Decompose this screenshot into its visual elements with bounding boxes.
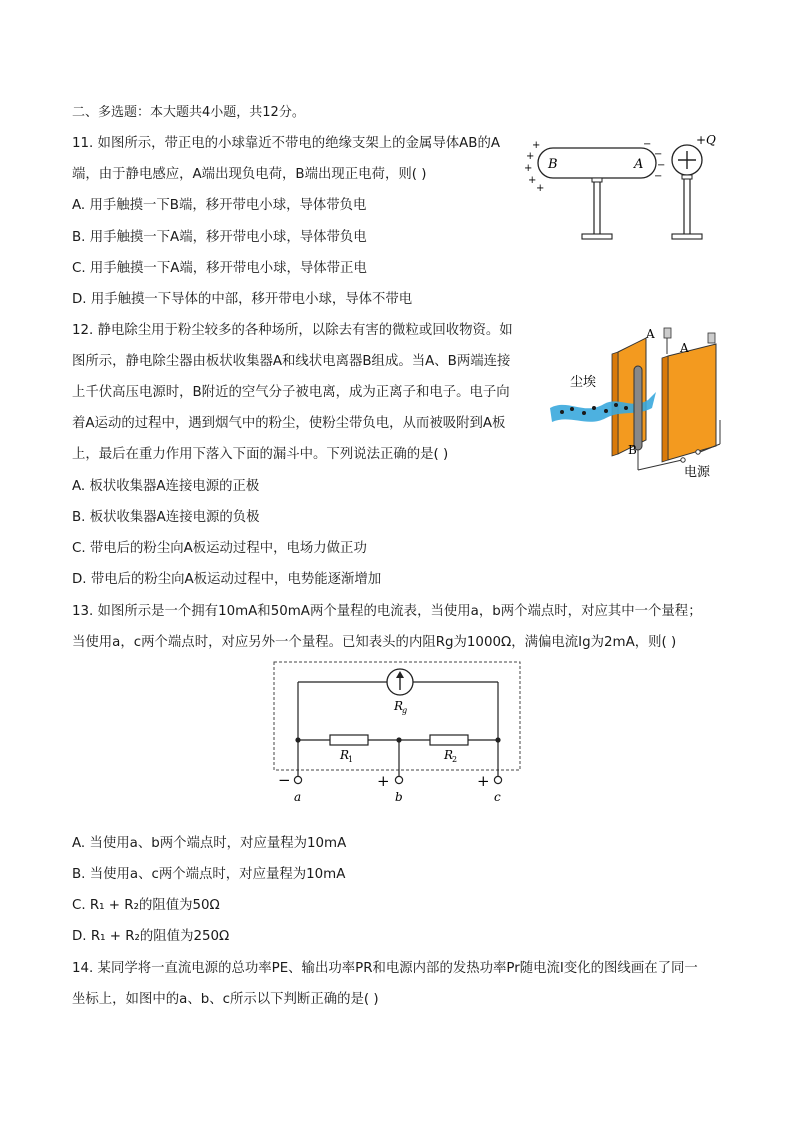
resistor-r1 <box>330 735 368 745</box>
svg-text:+: + <box>532 140 541 151</box>
q12-option-d: D. 带电后的粉尘向A板运动过程中，电势能逐渐增加 <box>72 572 382 587</box>
q13-option-d: D. R₁ + R₂的阻值为250Ω <box>72 929 230 944</box>
svg-text:−: − <box>654 149 663 160</box>
label-a-front: A <box>680 341 689 355</box>
label-a: A <box>634 157 644 172</box>
q13-option-b: B. 当使用a、c两个端点时，对应量程为10mA <box>72 867 346 882</box>
rg-label: R <box>394 699 404 713</box>
label-b: B <box>628 443 637 457</box>
svg-text:g: g <box>402 706 408 715</box>
q11-conductor-figure <box>520 128 720 246</box>
svg-text:+: + <box>477 772 490 790</box>
q12-option-a: A. 板状收集器A连接电源的正极 <box>72 479 260 494</box>
q13-stem-line1: 13. 如图所示是一个拥有10mA和50mA两个量程的电流表，当使用a，b两个端点时，对应其中一个量程； <box>72 604 702 619</box>
q11-option-a: A. 用手触摸一下B端，移开带电小球，导体带负电 <box>72 198 367 213</box>
q12-stem-line3: 上千伏高压电源时，B附近的空气分子被电离，成为正离子和电子。电子向 <box>72 385 510 400</box>
section-title: 二、多选题：本大题共4小题，共12分。 <box>72 105 305 120</box>
q14-stem-line2: 坐标上，如图中的a、b、c所示以下判断正确的是( ) <box>72 992 379 1007</box>
q12-stem-line5: 上，最后在重力作用下落入下面的漏斗中。下列说法正确的是( ) <box>72 447 449 462</box>
q13-stem-line2: 当使用a，c两个端点时，对应另外一个量程。已知表头的内阻Rg为1000Ω，满偏电流Ig为2mA，则( ) <box>72 635 677 650</box>
q11-stem-line2: 端，由于静电感应，A端出现负电荷，B端出现正电荷，则( ) <box>72 167 427 182</box>
svg-text:+: + <box>377 772 390 790</box>
q11-stem-line1: 11. 如图所示，带正电的小球靠近不带电的绝缘支架上的金属导体AB的A <box>72 136 500 151</box>
svg-text:−: − <box>657 160 666 171</box>
q12-precipitator-figure <box>548 320 728 482</box>
q14-stem-line1: 14. 某同学将一直流电源的总功率PE、输出功率PR和电源内部的发热功率Pr随电流I变化的图线画在了同一 <box>72 961 698 976</box>
q12-stem-line4: 着A运动的过程中，遇到烟气中的粉尘，使粉尘带负电，从而被吸附到A板 <box>72 416 506 431</box>
svg-text:1: 1 <box>348 755 354 764</box>
q13-ammeter-circuit <box>268 660 528 806</box>
q12-stem-line2: 图所示，静电除尘器由板状收集器A和线状电离器B组成。当A、B两端连接 <box>72 354 511 369</box>
svg-text:+: + <box>526 151 535 162</box>
power-label: 电源 <box>684 465 711 480</box>
svg-text:R: R <box>340 748 350 762</box>
collector-plate <box>668 344 716 460</box>
q13-option-c: C. R₁ + R₂的阻值为50Ω <box>72 898 220 913</box>
svg-text:a: a <box>294 790 302 804</box>
svg-text:+: + <box>528 175 537 186</box>
svg-text:+: + <box>536 183 545 194</box>
terminal-a <box>294 776 301 783</box>
svg-text:R: R <box>444 748 454 762</box>
q12-option-b: B. 板状收集器A连接电源的负极 <box>72 510 260 525</box>
q12-stem-line1: 12. 静电除尘用于粉尘较多的各种场所，以除去有害的微粒或回收物资。如 <box>72 323 513 338</box>
terminal-b <box>395 776 402 783</box>
q11-option-d: D. 用手触摸一下导体的中部，移开带电小球，导体不带电 <box>72 292 413 307</box>
svg-text:c: c <box>494 790 501 804</box>
q12-option-c: C. 带电后的粉尘向A板运动过程中，电场力做正功 <box>72 541 367 556</box>
q11-option-b: B. 用手触摸一下A端，移开带电小球，导体带负电 <box>72 230 367 245</box>
svg-text:+: + <box>524 163 533 174</box>
svg-text:2: 2 <box>452 755 458 764</box>
svg-text:−: − <box>643 139 652 150</box>
dust-label: 尘埃 <box>570 375 597 390</box>
resistor-r2 <box>430 735 468 745</box>
label-a-back: A <box>646 327 655 341</box>
terminal-c <box>494 776 501 783</box>
stand-base-left <box>582 234 612 239</box>
ionizer-wire <box>634 366 642 450</box>
stand-base-right <box>672 234 702 239</box>
label-b: B <box>548 157 558 172</box>
label-plus-q: +Q <box>696 133 716 147</box>
q13-option-a: A. 当使用a、b两个端点时，对应量程为10mA <box>72 836 347 851</box>
q11-option-c: C. 用手触摸一下A端，移开带电小球，导体带正电 <box>72 261 367 276</box>
svg-text:−: − <box>278 771 291 789</box>
svg-text:b: b <box>395 790 403 804</box>
svg-text:−: − <box>654 171 663 182</box>
